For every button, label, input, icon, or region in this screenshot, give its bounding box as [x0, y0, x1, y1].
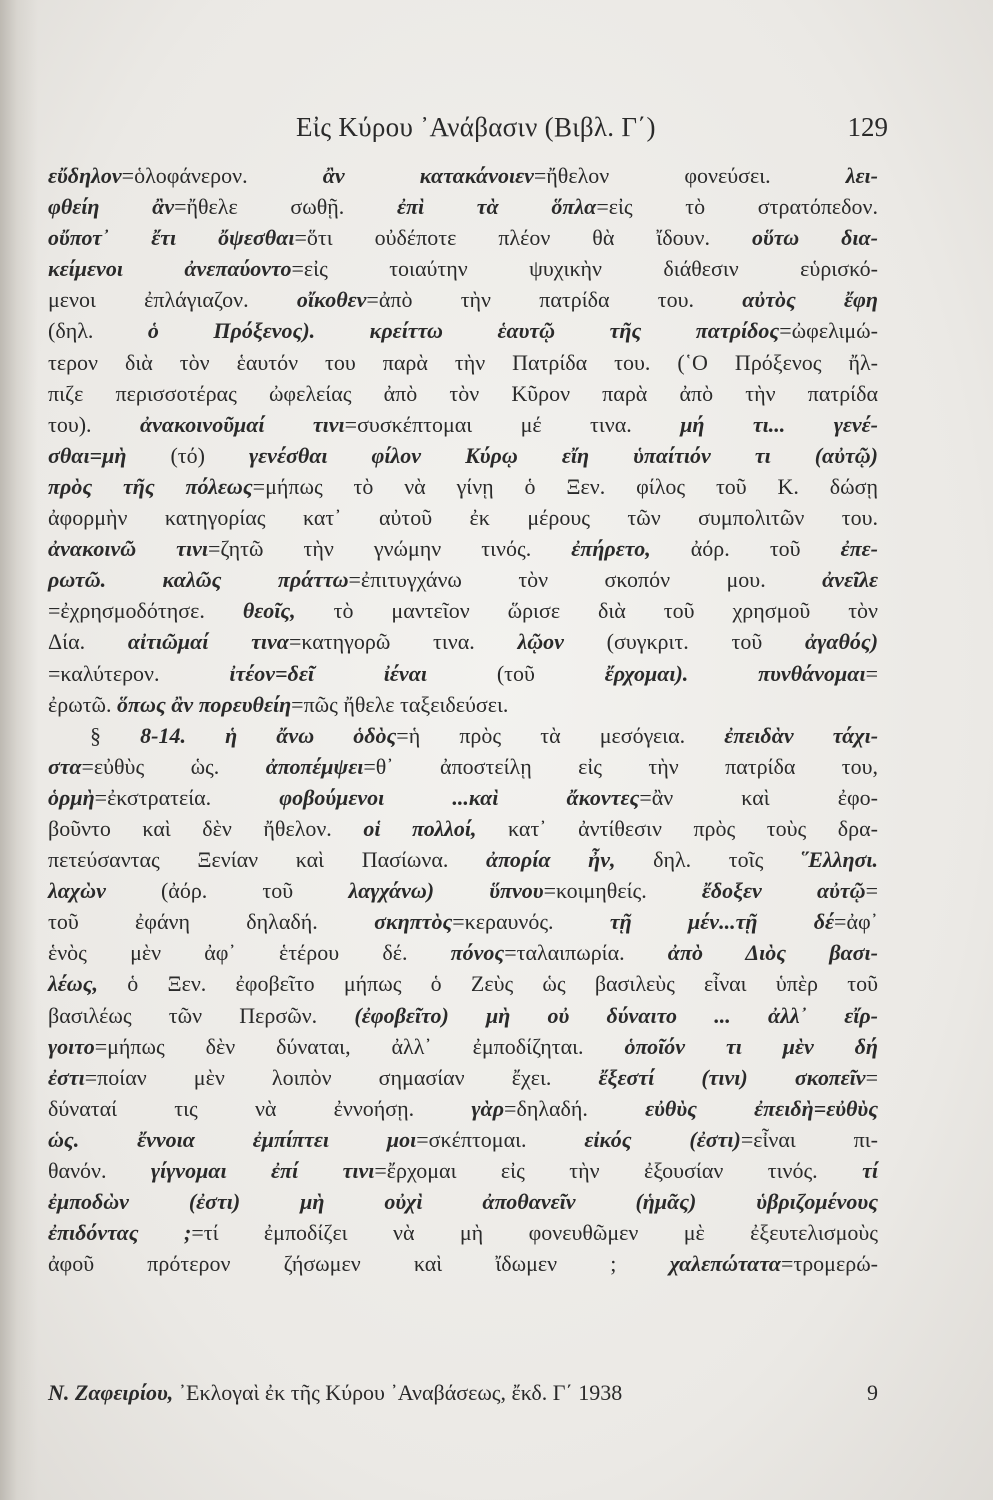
- gloss-text: βοῦντο καὶ δὲν ἤθελον.: [48, 815, 364, 841]
- lemma-term: ἀνακοινοῦμαί τινι: [139, 411, 345, 437]
- gloss-text: Δία.: [48, 629, 128, 655]
- gloss-text: =ὠφελιμώ-: [779, 318, 878, 344]
- gloss-text: §: [90, 722, 141, 748]
- lemma-term: στα: [48, 753, 82, 779]
- text-line: [48, 533, 878, 564]
- text-line: [48, 720, 878, 751]
- lemma-term: τί: [862, 1158, 878, 1183]
- gloss-text: τὸ μαντεῖον ὥρισε διὰ τοῦ χρησμοῦ τὸν: [295, 598, 878, 624]
- text-line: [48, 284, 878, 315]
- text-line: [48, 875, 878, 906]
- gloss-text: =ἐκστρατεία.: [94, 784, 280, 810]
- text-line: [48, 595, 878, 626]
- lemma-term: λαγχάνω) ὕπνου: [348, 878, 544, 904]
- text-line: [48, 1000, 878, 1031]
- text-line: [48, 315, 878, 346]
- gloss-text: ὁ Ξεν. ἐφοβεῖτο μήπως ὁ Ζεὺς ὡς βασιλεὺς εἶναι ὑπὲρ τοῦ: [98, 971, 878, 997]
- gloss-text: =κατηγορῶ τινα.: [288, 629, 518, 655]
- lemma-term: εὔδηλον: [48, 163, 122, 188]
- gloss-text: =μήπως τὸ νὰ γίνῃ ὁ Ξεν. φίλος τοῦ Κ. δώσῃ: [252, 473, 879, 499]
- gloss-text: =ὅτι οὐδέποτε πλέον θὰ ἴδουν.: [294, 225, 752, 251]
- text-line: [48, 968, 878, 999]
- lemma-term: κείμενοι ἀνεπαύοντο: [48, 256, 292, 282]
- lemma-term: αἰτιῶμαί τινα: [127, 629, 289, 655]
- lemma-term: τῇ μέν...τῇ δέ: [609, 909, 835, 935]
- lemma-term: οὕτω δια-: [751, 225, 879, 251]
- gloss-text: τοῦ ἐφάνη δηλαδή.: [48, 909, 375, 935]
- gloss-text: =ζητῶ τὴν γνώμην τινός.: [207, 536, 572, 562]
- text-line: [48, 1217, 878, 1248]
- text-line: [48, 1062, 878, 1093]
- text-line: [48, 409, 878, 440]
- lemma-term: ἀπὸ Διὸς βασι-: [667, 940, 878, 966]
- lemma-term: ἀνεῖλε: [822, 567, 878, 593]
- page-header: [48, 112, 888, 152]
- gloss-text: =ἤθελον φονεύσει.: [533, 163, 846, 188]
- lemma-term: θεοῖς,: [242, 598, 296, 624]
- gloss-text: =ἀπὸ τὴν πατρίδα του.: [366, 287, 743, 313]
- gloss-text: =ταλαιπωρία.: [504, 940, 668, 966]
- gloss-text: =: [865, 878, 878, 904]
- gloss-text: =ποίαν μὲν λοιπὸν σημασίαν ἔχει.: [84, 1064, 599, 1090]
- text-line: [48, 751, 878, 782]
- text-line: [48, 782, 878, 813]
- text-line: [48, 1093, 878, 1124]
- gloss-text: μενοι ἐπλάγιαζον.: [48, 287, 297, 313]
- gloss-text: =εἶναι πι-: [740, 1126, 879, 1152]
- lemma-term: εὐθὺς ἐπειδὴ=εὐθὺς: [645, 1095, 878, 1121]
- gloss-text: =ἡ πρὸς τὰ μεσόγεια.: [396, 722, 725, 748]
- gloss-text: =εἰς τοιαύτην ψυχικὴν διάθεσιν εὑρισκό-: [291, 256, 879, 282]
- lemma-term: (ἐφοβεῖτο) μὴ οὐ δύναιτο ... ἀλλ᾿ εἴρ-: [354, 1002, 878, 1028]
- lemma-term: αὐτὸς ἔφη: [742, 287, 878, 313]
- lemma-term: ἐπήρετο,: [571, 536, 651, 562]
- gloss-text: θανόν.: [48, 1158, 151, 1183]
- gloss-text: =δηλαδή.: [504, 1095, 646, 1121]
- text-line: [48, 564, 878, 595]
- lemma-term: ὡς. ἔννοια ἐμπίπτει μοι: [48, 1126, 417, 1152]
- lemma-term: ἂν κατακάνοιεν: [322, 163, 534, 188]
- gloss-text: ἑνὸς μὲν ἀφ᾿ ἑτέρου δέ.: [48, 940, 451, 966]
- lemma-term: γίγνομαι ἐπί τινι: [150, 1158, 375, 1183]
- gloss-text: =ἤθελε σωθῇ.: [174, 194, 397, 220]
- lemma-term: ὁρμὴ: [48, 784, 95, 810]
- text-line: [48, 689, 878, 720]
- lemma-term: οἱ πολλοί,: [363, 815, 477, 841]
- gloss-text: ἐρωτῶ.: [48, 691, 118, 717]
- running-title: Εἰς Κύρου ᾿Ανάβασιν (Βιβλ. Γ΄): [296, 112, 656, 142]
- text-line: [48, 1031, 878, 1062]
- lemma-term: λέως,: [48, 971, 99, 997]
- lemma-term: ἀποπέμψει: [265, 753, 364, 779]
- text-line: [48, 440, 878, 471]
- lemma-term: 8-14.: [140, 722, 186, 748]
- text-line: [48, 347, 878, 378]
- gloss-text: τερον διὰ τὸν ἑαυτόν του παρὰ τὴν Πατρίδα του. (῾Ο Πρόξενος ἤλ-: [48, 349, 878, 375]
- text-line: [48, 222, 878, 253]
- lemma-term: ἐπιδόντας ;: [48, 1220, 192, 1246]
- lemma-term: ἀγαθός): [804, 629, 879, 655]
- lemma-term: λαχὼν: [48, 878, 106, 904]
- lemma-term: ἐστι: [48, 1064, 85, 1090]
- signature-mark: 9: [867, 1380, 878, 1405]
- gloss-text: (τό): [126, 442, 249, 468]
- gloss-text: (δηλ.: [48, 318, 148, 344]
- gloss-text: =ἂν καὶ ἐφο-: [639, 784, 879, 810]
- gloss-text: =κοιμηθείς.: [543, 878, 702, 904]
- gloss-text: =ἐχρησμοδότησε.: [48, 598, 243, 624]
- gloss-text: =εἰς τὸ στρατόπεδον.: [596, 194, 878, 220]
- gloss-text: πετεύσαντας Ξενίαν καὶ Πασίωνα.: [48, 847, 487, 873]
- text-line: [48, 813, 878, 844]
- lemma-term: ῞Ελλησι.: [800, 847, 878, 873]
- lemma-term: λει-: [845, 163, 878, 188]
- gloss-text: =σκέπτομαι.: [416, 1126, 585, 1152]
- lemma-term: ἡ ἄνω ὁδὸς: [225, 722, 397, 748]
- gloss-text: =τί ἐμποδίζει νὰ μὴ φονευθῶμεν μὲ ἐξευτελισμοὺς: [191, 1220, 879, 1246]
- text-line: [48, 1124, 878, 1155]
- gloss-text: =ἀφ᾿: [834, 909, 878, 935]
- text-line: [48, 253, 878, 284]
- text-line: [48, 626, 878, 657]
- lemma-term: ὁποῖόν τι μὲν δή: [624, 1033, 878, 1059]
- gloss-text: του).: [48, 411, 140, 437]
- lemma-term: ὅπως ἂν πορευθείη: [117, 691, 292, 717]
- lemma-term: σκηπτὸς: [374, 909, 453, 935]
- gloss-text: δύναταί τις νὰ ἐννοήσῃ.: [48, 1095, 472, 1121]
- lemma-term: ἐπε-: [840, 536, 879, 562]
- gloss-text: =: [865, 1064, 878, 1090]
- lemma-term: ἀπορία ἦν,: [486, 847, 616, 873]
- gloss-text: (τοῦ: [426, 660, 605, 686]
- lemma-term: λῷον: [517, 629, 564, 655]
- lemma-term: γὰρ: [471, 1095, 505, 1121]
- gloss-text: =ἔρχομαι εἰς τὴν ἐξουσίαν τινός.: [374, 1158, 863, 1183]
- text-line: [48, 844, 878, 875]
- gloss-text: =τρομερώ-: [780, 1251, 878, 1277]
- text-line: [48, 191, 878, 222]
- gloss-text: κατ᾿ ἀντίθεσιν πρὸς τοὺς δρα-: [476, 815, 878, 841]
- lemma-term: πόνος: [450, 940, 505, 966]
- lemma-term: εἰκός (ἐστι): [584, 1126, 741, 1152]
- gloss-text: ἀόρ. τοῦ: [650, 536, 841, 562]
- text-line: [48, 1248, 878, 1279]
- lemma-term: χαλεπώτατα: [669, 1251, 781, 1277]
- text-line: [48, 937, 878, 968]
- lemma-term: ἀνακοινῶ τινι: [48, 536, 208, 562]
- gloss-text: =πῶς ἤθελε ταξειδεύσει.: [291, 691, 509, 717]
- lemma-term: γενέσθαι φίλον Κύρῳ εἴη ὑπαίτιόν τι (αὐτῷ): [249, 442, 879, 468]
- lemma-term: ἔρχομαι). πυνθάνομαι: [604, 660, 866, 686]
- text-line: [48, 1186, 878, 1217]
- gloss-text: ἀφορμὴν κατηγορίας κατ᾿ αὐτοῦ ἐκ μέρους τῶν συμπολιτῶν του.: [48, 505, 878, 531]
- lemma-term: οὔποτ᾿ ἔτι ὄψεσθαι: [48, 225, 295, 251]
- gloss-text: (ἀόρ. τοῦ: [105, 878, 349, 904]
- text-line: [48, 160, 878, 191]
- gloss-text: πιζε περισσοτέρας ὠφελείας ἀπὸ τὸν Κῦρον παρὰ ἀπὸ τὴν πατρίδα: [48, 380, 878, 406]
- gloss-text: =θ᾿ ἀποστείλῃ εἰς τὴν πατρίδα του,: [363, 753, 878, 779]
- text-line: [48, 502, 878, 533]
- gloss-text: [186, 723, 225, 748]
- footer-work: ᾿Εκλογαὶ ἐκ τῆς Κύρου ᾿Αναβάσεως, ἔκδ. Γ΄ 1938: [173, 1380, 623, 1405]
- text-line: [48, 471, 878, 502]
- gloss-text: =συσκέπτομαι μέ τινα.: [344, 411, 681, 437]
- lemma-term: ἔδοξεν αὐτῷ: [701, 878, 866, 904]
- lemma-term: μή τι... γενέ-: [680, 411, 878, 437]
- gloss-text: δηλ. τοῖς: [615, 847, 801, 873]
- text-line: [48, 658, 878, 689]
- gloss-text: =μήπως δὲν δύναται, ἀλλ᾿ ἐμποδίζηται.: [94, 1033, 625, 1059]
- gloss-text: ἀφοῦ πρότερον ζήσωμεν καὶ ἴδωμεν ;: [48, 1251, 670, 1277]
- text-line: [48, 378, 878, 409]
- lemma-term: ἰτέον=δεῖ ἰέναι: [229, 660, 427, 686]
- lemma-term: πρὸς τῆς πόλεως: [48, 473, 253, 499]
- gloss-text: =: [865, 660, 878, 686]
- text-line: [48, 906, 878, 937]
- gloss-text: =καλύτερον.: [48, 660, 230, 686]
- gloss-text: =κεραυνός.: [452, 909, 610, 935]
- lemma-term: σθαι=μὴ: [48, 442, 127, 468]
- lemma-term: φοβούμενοι ...καὶ ἄκοντες: [279, 784, 640, 810]
- lemma-term: ὁ Πρόξενος). κρείττω ἑαυτῷ τῆς πατρίδος: [147, 318, 780, 344]
- glossary-text: [48, 160, 878, 1279]
- lemma-term: ἐπὶ τὰ ὅπλα: [396, 194, 597, 220]
- gloss-text: =ἐπιτυγχάνω τὸν σκοπόν μου.: [348, 567, 823, 593]
- page-footer: [48, 1380, 878, 1412]
- lemma-term: οἴκοθεν: [296, 287, 367, 313]
- page-number: 129: [847, 112, 888, 142]
- lemma-term: γοιτο: [48, 1033, 95, 1059]
- gloss-text: =ὁλοφάνερον.: [121, 163, 323, 188]
- lemma-term: ἔξεστί (τινι) σκοπεῖν: [598, 1064, 866, 1090]
- gloss-text: (συγκριτ. τοῦ: [563, 629, 805, 655]
- footer-citation: [48, 1380, 622, 1406]
- gloss-text: =εὐθὺς ὡς.: [81, 753, 266, 779]
- gloss-text: βασιλέως τῶν Περσῶν.: [48, 1002, 355, 1028]
- footer-author: Ν. Ζαφειρίου,: [48, 1380, 174, 1405]
- lemma-term: ρωτῶ. καλῶς πράττω: [48, 567, 349, 593]
- lemma-term: φθείη ἂν: [48, 194, 175, 220]
- text-line: [48, 1155, 878, 1186]
- page-spine-shadow: [0, 0, 38, 1500]
- lemma-term: ἐμποδὼν (ἐστι) μὴ οὐχὶ ἀποθανεῖν (ἡμᾶς) ὑβριζομένους: [48, 1189, 878, 1215]
- lemma-term: ἐπειδὰν τάχι-: [724, 722, 879, 748]
